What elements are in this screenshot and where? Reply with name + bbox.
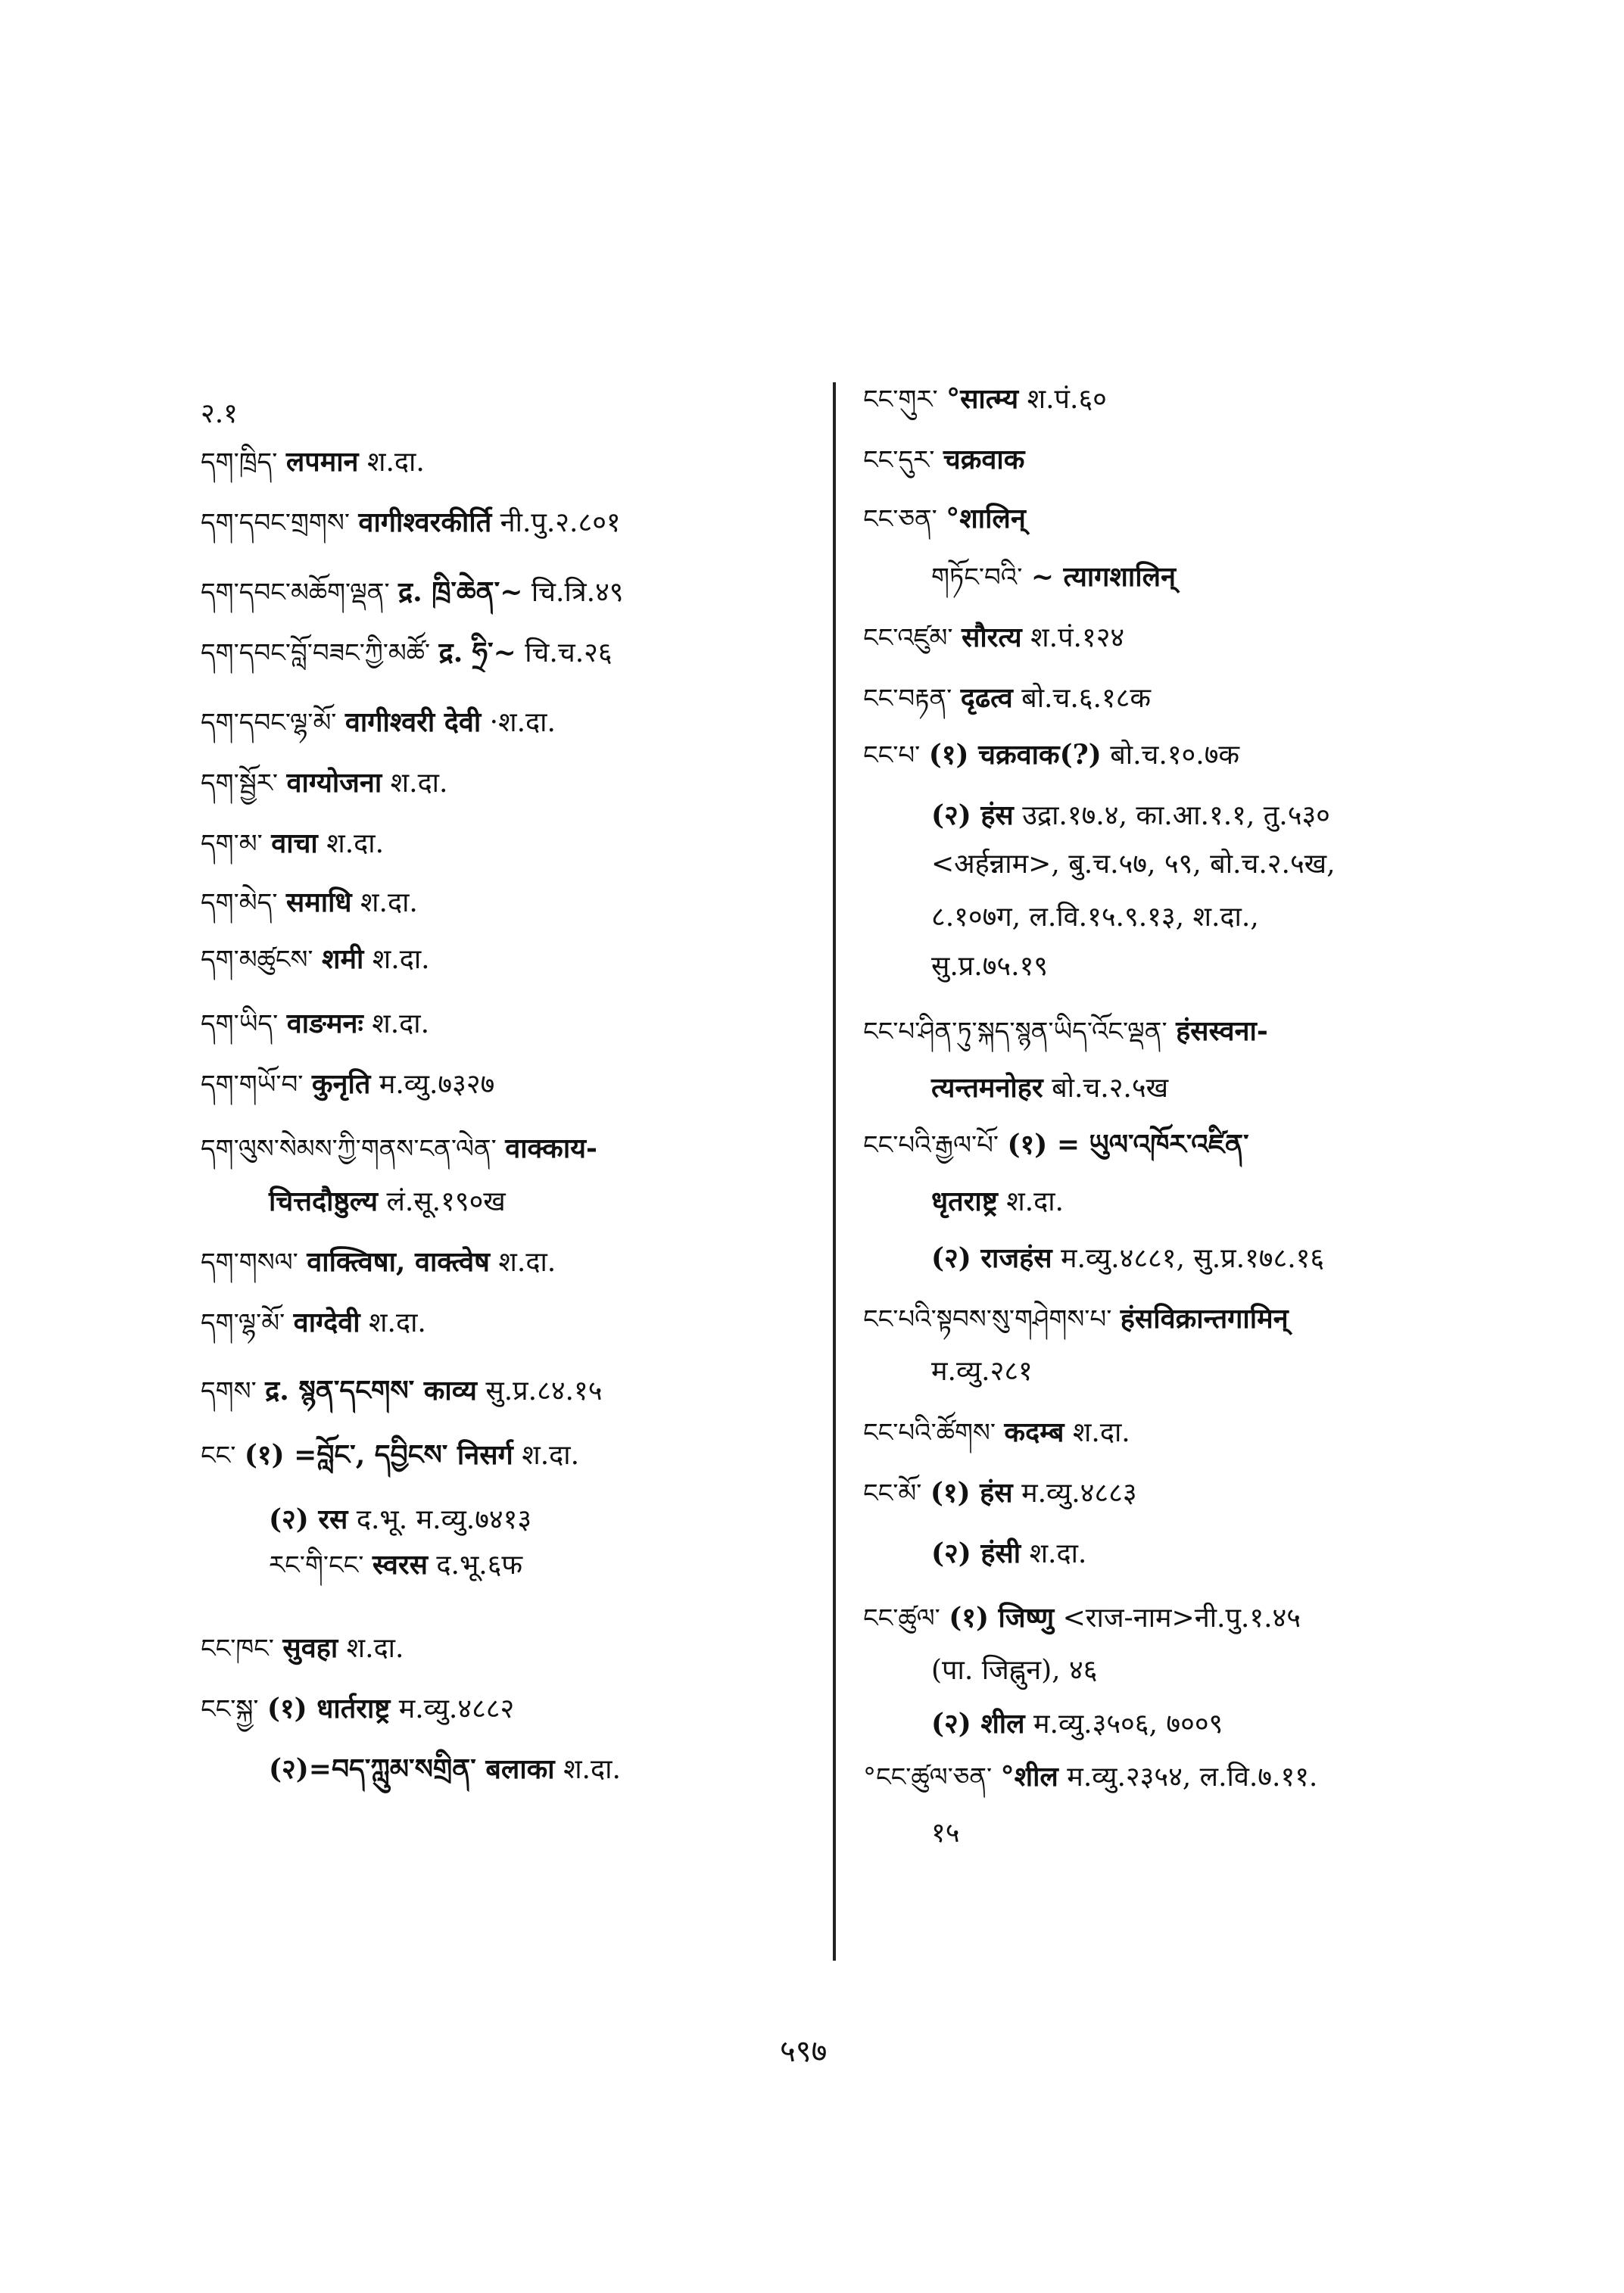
sanskrit-equivalent: कदम्ब	[1004, 1416, 1064, 1448]
source-reference: चि.त्रि.४९	[531, 577, 624, 608]
sanskrit-equivalent: वाक्काय-	[505, 1132, 597, 1164]
sanskrit-equivalent: दृढत्व	[960, 682, 1013, 714]
tibetan-headword: ངང་པའི་རྒྱལ་པོ་	[863, 1130, 999, 1161]
source-reference: म.व्यु.७३२७	[379, 1069, 495, 1100]
dictionary-entry	[201, 1245, 556, 1279]
dictionary-entry	[269, 1503, 531, 1537]
source-reference: सु.प्र.८४.१५	[485, 1375, 603, 1407]
source-reference: बो.च.६.१८क	[1021, 683, 1152, 714]
tibetan-headword: ངང་ཁང་	[201, 1634, 274, 1664]
dictionary-entry	[931, 1355, 1033, 1388]
tibetan-headword: ངང་ཅན་	[863, 504, 937, 534]
sanskrit-equivalent: (२) हंसी	[931, 1537, 1021, 1569]
dictionary-entry	[201, 1306, 426, 1340]
tibetan-headword: དགས་	[201, 1376, 257, 1407]
tibetan-headword: ངང་པ་	[863, 740, 921, 771]
source-reference: श.दा.	[1029, 1538, 1087, 1569]
dictionary-entry	[863, 1601, 1301, 1635]
dictionary-entry	[201, 1132, 597, 1166]
dictionary-entry	[863, 443, 1024, 477]
source-reference: (पा. जिह्नुन), ४६	[931, 1655, 1098, 1686]
dictionary-entry	[201, 636, 613, 670]
source-reference: म.व्यु.२३५४, ल.वि.७.११.	[1067, 1762, 1318, 1793]
source-reference: म.व्यु.४८८३	[1021, 1478, 1137, 1509]
dictionary-entry	[863, 1302, 1289, 1336]
source-reference: म.व्यु.४८८१, सु.प्र.१७८.१६	[1061, 1243, 1325, 1274]
tibetan-headword: དག་སྦྱོར་	[201, 768, 279, 799]
dictionary-entry	[201, 1067, 494, 1101]
tibetan-headword: དག་ལྷ་མོ་	[201, 1308, 285, 1338]
sanskrit-equivalent: (१) =བློང་, དབྱིངས་ निसर्ग	[244, 1439, 513, 1471]
sanskrit-equivalent: ~ त्यागशालिन्	[1030, 561, 1176, 593]
sanskrit-equivalent: द्र. ཁྲི་ཆེན་~	[398, 576, 523, 608]
sanskrit-equivalent: द्र. སྙན་དངགས་ काव्य	[265, 1375, 477, 1407]
dictionary-entry	[931, 1817, 959, 1850]
dictionary-entry	[863, 1760, 1317, 1794]
dictionary-entry	[931, 1071, 1168, 1105]
tibetan-headword: °ངང་ཚུལ་ཅན་	[863, 1762, 993, 1793]
source-reference: म.व्यु.२८१	[931, 1356, 1033, 1387]
source-reference: नी.पु.२.८०१	[500, 507, 621, 538]
dictionary-entry	[863, 382, 1107, 416]
tibetan-headword: ངང་བརྟན་	[863, 684, 952, 714]
sanskrit-equivalent: कुनृति	[311, 1068, 371, 1100]
tibetan-headword: ངང་ཚུལ་	[863, 1603, 940, 1634]
sanskrit-equivalent: स्वरस	[372, 1549, 428, 1581]
source-reference: द.भू. म.व्यु.७४१३	[356, 1504, 532, 1535]
tibetan-headword: རང་གི་ངང་	[269, 1550, 364, 1581]
sanskrit-equivalent: हंसस्वना-	[1176, 1015, 1268, 1047]
dictionary-entry	[201, 397, 238, 431]
tibetan-headword: དག་ཁྲིད་	[201, 447, 278, 478]
dictionary-entry	[201, 1374, 602, 1408]
dictionary-entry	[201, 1692, 514, 1726]
source-reference: श.दा.	[390, 768, 448, 799]
tibetan-headword: ངང་དུར་	[863, 445, 935, 475]
source-reference: सु.प्र.७५.१९	[931, 951, 1049, 982]
tibetan-headword: དག་མ་	[201, 829, 263, 859]
dictionary-entry	[863, 1416, 1130, 1450]
sanskrit-equivalent: वाचा	[271, 827, 318, 859]
source-reference: द.भू.६फ	[436, 1550, 523, 1581]
tibetan-headword: དག་གཡོ་བ་	[201, 1070, 304, 1100]
source-reference: श.दा.	[367, 447, 425, 478]
source-reference: बो.च.१०.७क	[1110, 740, 1240, 771]
source-reference: ·श.दा.	[489, 707, 556, 738]
source-reference: श.दा.	[369, 1307, 426, 1338]
tibetan-headword: དག་ལུས་སེམས་ཀྱི་གནས་ངན་ལེན་	[201, 1134, 497, 1164]
tibetan-headword: དག་མཚུངས་	[201, 945, 313, 975]
page-number: ५९७	[780, 2034, 828, 2069]
dictionary-entry	[269, 1185, 506, 1219]
tibetan-headword: གཏོང་བའི་	[931, 562, 1023, 593]
sanskrit-equivalent: द्र. ཧྲི་~	[438, 637, 516, 668]
dictionary-entry	[201, 1007, 429, 1041]
source-reference: श.दा.	[360, 887, 418, 918]
sanskrit-equivalent: (२)=བད་ཀླུམ་སགྲིན་ बलाका	[269, 1753, 555, 1785]
sanskrit-equivalent: (२) राजहंस	[931, 1242, 1052, 1274]
dictionary-entry	[931, 901, 1259, 934]
sanskrit-equivalent: चित्तदौष्ठुल्य	[269, 1185, 379, 1217]
sanskrit-equivalent: °शालिन्	[946, 503, 1026, 534]
dictionary-entry	[201, 827, 384, 861]
tibetan-headword: ངང་འཛུམ་	[863, 623, 953, 653]
tibetan-headword: ངང་གུར་	[863, 385, 938, 415]
tibetan-headword: ངང་	[201, 1441, 236, 1471]
dictionary-entry	[201, 886, 418, 920]
source-reference: १५	[931, 1818, 960, 1849]
dictionary-entry	[201, 766, 447, 800]
dictionary-entry	[201, 575, 624, 609]
source-reference: श.दा.	[1006, 1186, 1064, 1217]
dictionary-entry	[931, 1185, 1064, 1219]
dictionary-entry	[863, 738, 1239, 772]
column-divider	[833, 382, 836, 1961]
dictionary-entry	[931, 950, 1048, 983]
sanskrit-equivalent: (१) हंस	[930, 1477, 1013, 1509]
source-reference: चि.च.२६	[525, 637, 613, 668]
sanskrit-equivalent: °शील	[1000, 1761, 1058, 1793]
sanskrit-equivalent: (१) धार्तराष्ट्र	[267, 1693, 391, 1724]
sanskrit-equivalent: समाधि	[285, 886, 352, 918]
sanskrit-equivalent: चक्रवाक	[943, 444, 1025, 475]
dictionary-entry	[201, 942, 430, 977]
source-reference: श.दा.	[372, 944, 430, 975]
dictionary-entry	[863, 1476, 1137, 1510]
tibetan-headword: ངང་པའི་སྟབས་སུ་གཤེགས་པ་	[863, 1304, 1112, 1335]
dictionary-entry	[931, 848, 1336, 881]
dictionary-entry	[931, 1537, 1086, 1571]
dictionary-entry	[201, 1438, 579, 1472]
sanskrit-equivalent: (२) रस	[269, 1503, 348, 1535]
source-reference: म.व्यु.३५०६, ७००९	[1033, 1709, 1223, 1740]
dictionary-entry	[201, 506, 621, 540]
tibetan-headword: དག་མེད་	[201, 888, 278, 918]
dictionary-entry	[201, 1631, 404, 1665]
dictionary-entry	[931, 560, 1176, 594]
dictionary-entry	[931, 1242, 1324, 1276]
dictionary-entry	[863, 681, 1151, 715]
sanskrit-equivalent: (१) जिष्णु	[949, 1602, 1055, 1634]
source-reference: ८.१०७ग, ल.वि.१५.९.१३, श.दा.,	[931, 902, 1259, 933]
source-reference: उद्रा.१७.४, का.आ.१.१, तु.५३०	[1022, 800, 1330, 831]
sanskrit-equivalent: लपमान	[285, 446, 359, 478]
sanskrit-equivalent: वाङमनः	[286, 1008, 363, 1039]
sanskrit-equivalent: सुवहा	[282, 1632, 338, 1664]
source-reference: बो.च.२.५ख	[1052, 1073, 1169, 1104]
sanskrit-equivalent: वागीश्वरी देवी	[344, 706, 482, 738]
sanskrit-equivalent: वाक्त्विषा, वाक्त्वेष	[307, 1246, 490, 1278]
dictionary-entry	[931, 1654, 1097, 1687]
sanskrit-equivalent: हंसविक्रान्तगामिन्	[1120, 1303, 1289, 1335]
sanskrit-equivalent: वाग्देवी	[293, 1307, 360, 1338]
tibetan-headword: དག་ཡིད་	[201, 1009, 279, 1039]
sanskrit-equivalent: वागीश्वरकीर्ति	[358, 506, 492, 538]
sanskrit-equivalent: (१) = ཡུལ་འཁོར་འཛིན་	[1007, 1129, 1249, 1161]
source-reference: <राज-नाम>नी.पु.१.४५	[1062, 1603, 1301, 1634]
source-reference: श.दा.	[563, 1754, 621, 1785]
dictionary-entry	[863, 621, 1124, 655]
sanskrit-equivalent: सौरत्य	[961, 622, 1022, 653]
sanskrit-equivalent: °सात्म्य	[946, 383, 1019, 415]
sanskrit-equivalent: (१) चक्रवाक(?)	[928, 739, 1102, 771]
dictionary-entry	[931, 799, 1330, 833]
tibetan-headword: ངང་པ་ཤིན་ཏུ་སྐད་སྙན་ཡིད་འོང་ལྡན་	[863, 1017, 1167, 1047]
dictionary-entry	[863, 502, 1026, 536]
tibetan-headword: ངང་མོ་	[863, 1478, 922, 1509]
source-reference: श.दा.	[498, 1247, 556, 1278]
dictionary-entry	[863, 1014, 1268, 1048]
sanskrit-equivalent: वाग्योजना	[286, 767, 382, 799]
source-reference: श.पं.१२४	[1030, 622, 1125, 653]
source-reference: म.व्यु.४८८२	[398, 1693, 515, 1724]
source-reference: लं.सू.१९०ख	[386, 1186, 506, 1217]
tibetan-headword: དག་གསལ་	[201, 1248, 298, 1278]
source-reference: श.दा.	[372, 1008, 430, 1039]
source-reference: श.दा.	[1072, 1417, 1130, 1448]
sanskrit-equivalent: शमी	[322, 943, 364, 975]
tibetan-headword: ངང་པའི་ཚོགས་	[863, 1418, 996, 1448]
source-reference: <अर्हन्नाम>, बु.च.५७, ५९, बो.च.२.५ख,	[931, 849, 1336, 880]
source-reference: श.दा.	[522, 1440, 580, 1471]
dictionary-entry	[269, 1548, 522, 1582]
tibetan-headword: དག་དབང་ལྷ་མོ་	[201, 708, 337, 738]
dictionary-entry	[863, 1128, 1249, 1162]
sanskrit-equivalent: (२) शील	[931, 1708, 1025, 1740]
tibetan-headword: དག་དབང་གྲགས་	[201, 508, 350, 538]
dictionary-entry	[269, 1752, 621, 1787]
dictionary-entry	[201, 445, 425, 479]
source-reference: श.दा.	[326, 828, 385, 859]
tibetan-headword: དག་དབང་མཆོག་ལྡན་	[201, 578, 390, 608]
section-marker: २.१	[201, 398, 238, 429]
tibetan-headword: ངང་སྐྱ་	[201, 1694, 259, 1724]
source-reference: श.पं.६०	[1027, 384, 1107, 415]
sanskrit-equivalent: त्यन्तमनोहर	[931, 1072, 1043, 1104]
dictionary-entry	[201, 706, 556, 740]
tibetan-headword: དག་དབང་བློ་བཟང་ཀྱི་མཚོ་	[201, 638, 431, 668]
sanskrit-equivalent: धृतराष्ट्र	[931, 1185, 998, 1217]
source-reference: श.दा.	[346, 1633, 404, 1664]
dictionary-entry	[931, 1707, 1223, 1741]
sanskrit-equivalent: (२) हंस	[931, 799, 1014, 831]
